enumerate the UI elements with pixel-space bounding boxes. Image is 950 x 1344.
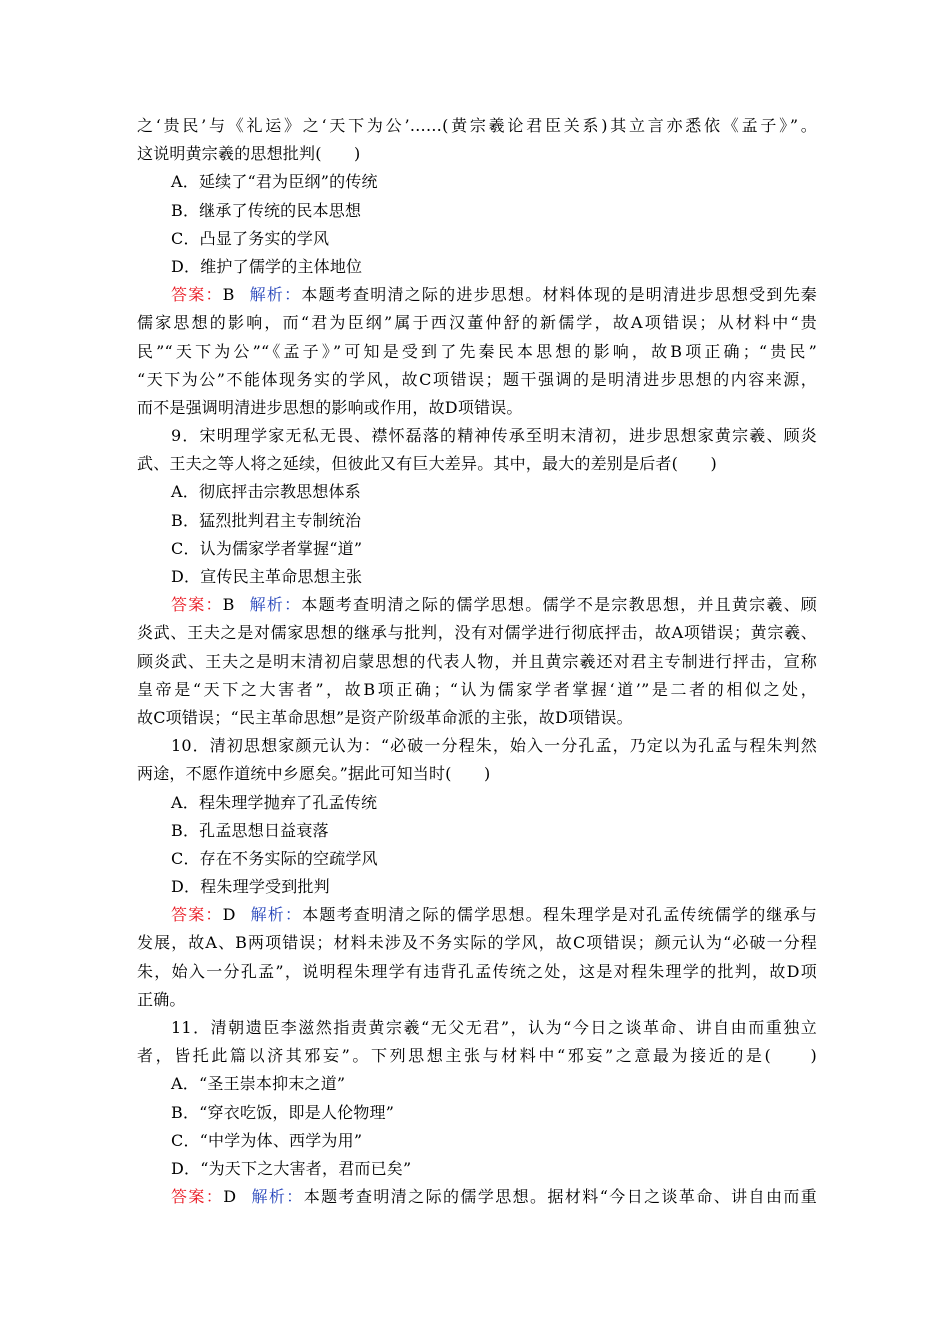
- q9-answer-line: [137, 591, 817, 619]
- answer-value: B: [222, 595, 235, 615]
- q8-option-b: B．继承了传统的民本思想: [171, 200, 362, 220]
- q11-option-b: B．“穿衣吃饭，即是人伦物理”: [171, 1102, 395, 1122]
- q9-stem-line: 武、王夫之等人将之延续，但彼此又有巨大差异。其中，最大的差别是后者( ): [137, 454, 717, 474]
- q10-answer-line: [137, 901, 817, 929]
- q11-answer-line: [137, 1183, 817, 1211]
- q10-option-b: B．孔孟思想日益衰落: [171, 820, 329, 840]
- analysis-label: 解析：: [248, 285, 302, 305]
- intro-line: 之‘贵民’与《礼运》之‘天下为公’……(黄宗羲论君臣关系)其立言亦悉依《孟子》”。: [137, 116, 817, 135]
- answer-value: D: [223, 1187, 237, 1207]
- analysis-label: 解析：: [248, 595, 302, 615]
- answer-label: 答案：: [171, 1187, 224, 1207]
- answer-label: 答案：: [171, 905, 223, 925]
- q9-option-c: C．认为儒家学者掌握“道”: [171, 538, 363, 558]
- q11-option-c: C．“中学为体、西学为用”: [171, 1130, 363, 1150]
- q9-analysis-line: 炎武、王夫之是对儒家思想的继承与批判，没有对儒学进行彻底抨击，故A项错误；黄宗羲、: [137, 623, 817, 643]
- analysis-text: 本题考查明清之际的儒学思想。儒学不是宗教思想，并且黄宗羲、顾: [301, 595, 817, 615]
- q11-stem-line: 11．清朝遗臣李滋然指责黄宗羲“无父无君”，认为“今日之谈革命、讲自由而重独立: [171, 1018, 817, 1037]
- analysis-label: 解析：: [250, 1187, 304, 1207]
- q8-analysis-line: 而不是强调明清进步思想的影响或作用，故D项错误。: [137, 397, 523, 417]
- answer-label: 答案：: [171, 285, 223, 305]
- q11-stem-line: 者，皆托此篇以济其邪妄”。下列思想主张与材料中“邪妄”之意最为接近的是( ): [137, 1046, 817, 1066]
- q9-analysis-line: 皇帝是“天下之大害者”，故B项正确；“认为儒家学者掌握‘道’”是二者的相似之处，: [137, 679, 817, 699]
- q9-option-a: A．彻底抨击宗教思想体系: [171, 482, 361, 502]
- q11-option-a: A．“圣王崇本抑末之道”: [171, 1074, 346, 1094]
- q8-analysis-line: 民”“天下为公”“《孟子》”可知是受到了先秦民本思想的影响，故B项正确；“贵民”: [137, 341, 817, 361]
- q8-answer-line: [137, 281, 817, 309]
- q8-analysis-line: “天下为公”不能体现务实的学风，故C项错误；题干强调的是明清进步思想的内容来源，: [137, 369, 817, 389]
- q9-option-b: B．猛烈批判君主专制统治: [171, 510, 362, 530]
- q9-analysis-line: 故C项错误；“民主革命思想”是资产阶级革命派的主张，故D项错误。: [137, 707, 633, 727]
- answer-value: D: [222, 905, 236, 925]
- q10-option-c: C．存在不务实际的空疏学风: [171, 848, 378, 868]
- q10-stem-line: 两途，不愿作道统中乡愿矣。”据此可知当时( ): [137, 764, 491, 784]
- q8-option-d: D．维护了儒学的主体地位: [171, 256, 363, 276]
- q8-option-c: C．凸显了务实的学风: [171, 228, 330, 248]
- analysis-text: 本题考查明清之际的儒学思想。据材料“今日之谈革命、讲自由而重: [303, 1187, 817, 1207]
- q9-option-d: D．宣传民主革命思想主张: [171, 567, 363, 586]
- document-page: [137, 112, 817, 1211]
- q10-option-a: A．程朱理学抛弃了孔孟传统: [171, 792, 378, 812]
- answer-value: B: [222, 285, 235, 305]
- q10-analysis-line: 正确。: [137, 989, 186, 1009]
- intro-line: 这说明黄宗羲的思想批判( ): [137, 144, 361, 164]
- q9-stem-line: 9．宋明理学家无私无畏、襟怀磊落的精神传承至明末清初，进步思想家黄宗羲、顾炎: [171, 426, 817, 446]
- answer-label: 答案：: [171, 595, 223, 615]
- q9-analysis-line: 顾炎武、王夫之是明末清初启蒙思想的代表人物，并且黄宗羲还对君主专制进行抨击，宣称: [137, 651, 817, 671]
- q8-option-a: A．延续了“君为臣纲”的传统: [171, 172, 378, 192]
- q11-option-d: D．“为天下之大害者，君而已矣”: [171, 1158, 412, 1178]
- q10-analysis-line: 发展，故A、B两项错误；材料未涉及不务实际的学风，故C项错误；颜元认为“必破一分程: [137, 933, 817, 953]
- q10-analysis-line: 朱，始入一分孔孟”，说明程朱理学有违背孔孟传统之处，这是对程朱理学的批判，故D项: [137, 961, 817, 981]
- q10-option-d: D．程朱理学受到批判: [171, 877, 330, 897]
- q8-analysis-line: 儒家思想的影响，而“君为臣纲”属于西汉董仲舒的新儒学，故A项错误；从材料中“贵: [137, 313, 817, 333]
- analysis-text: 本题考查明清之际的儒学思想。程朱理学是对孔孟传统儒学的继承与: [302, 905, 817, 925]
- analysis-label: 解析：: [249, 905, 303, 925]
- analysis-text: 本题考查明清之际的进步思想。材料体现的是明清进步思想受到先秦: [301, 285, 817, 305]
- q10-stem-line: 10．清初思想家颜元认为：“必破一分程朱，始入一分孔孟，乃定以为孔孟与程朱判然: [171, 736, 817, 756]
